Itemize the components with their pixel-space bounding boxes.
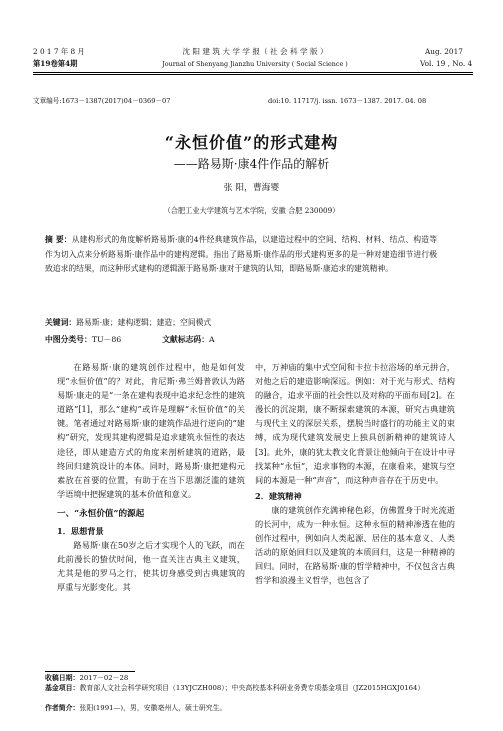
author-bio-label: 作者简介： bbox=[45, 704, 80, 712]
doc-code-label: 文献标志码： bbox=[162, 335, 210, 344]
subheading-2: 2．建筑精神 bbox=[255, 490, 302, 501]
fund-label: 基金项目： bbox=[45, 684, 80, 692]
keywords bbox=[45, 317, 437, 329]
keywords-label: 关键词： bbox=[45, 318, 77, 327]
abstract-label: 摘 要： bbox=[45, 235, 72, 244]
subheading-1: 1．思想背景 bbox=[57, 526, 104, 537]
intro-paragraph: 在路易斯·康的建筑创作过程中，他是如何发现“永恒价值”的？对此，肯尼斯·弗兰姆普敦认为路易斯·康走的是“一条在建构表现中追求纪念性的建筑道路”[1]，那么“建构”或许是理解“永恒价值”的关键。笔者通过对路易斯·康的建筑作品进行逆向的“建构”研究，发现其建构逻辑是追求建筑永恒性的表达途径，即从建造方式的角度来剖析建筑的道路，最终回归建筑设计的本体。同时，路易斯·康把建构元素放在首要的位置，有助于在当下思潮泛滥的建筑学语境中把握建筑的基本价值和意义。 bbox=[57, 362, 245, 499]
affiliation: （合肥工业大学建筑与艺术学院，安徽 合肥 230009） bbox=[163, 206, 340, 215]
keywords-text: 路易斯·康；建构逻辑；建造；空间模式 bbox=[76, 318, 212, 327]
footnote-rule bbox=[45, 671, 135, 672]
left-column bbox=[57, 360, 245, 595]
journal-title-cn: 沈 阳 建 筑 大 学 学 报（ 社 会 科 学 版 ） bbox=[182, 47, 328, 56]
received-date: 2017－02－28 bbox=[79, 674, 129, 682]
header-rule bbox=[33, 72, 473, 73]
section-heading-1: 一、“永恒价值”的源起 bbox=[57, 508, 145, 519]
footnote-author bbox=[45, 703, 465, 713]
doc-code: A bbox=[209, 335, 215, 344]
volume-issue-en: Vol. 19 , No. 4 bbox=[420, 59, 473, 68]
issue-date: 2 0 1 7 年 8 月 bbox=[33, 47, 85, 56]
article-number: 文章编号:1673－1387(2017)04－0369－07 bbox=[33, 97, 171, 105]
right-paragraph-2: 康的建筑创作充满神秘色彩，仿佛置身于时光流逝的长河中，成为一种永恒。这种永恒的精神渗透在他的创作过程中，例如向人类起源、居住的基本意义、人类活动的原始回归以及建筑的本质回归，这是一种精神的回归。同时，在路易斯·康的哲学精神中，不仅包含古典哲学和浪漫主义哲学，也包含了 bbox=[255, 504, 455, 586]
article-subtitle: ——路易斯·康4件作品的解析 bbox=[173, 157, 330, 171]
author-bio: 张阳(1991—)，男，安徽亳州人，硕士研究生。 bbox=[79, 704, 227, 712]
footnote-received bbox=[45, 673, 465, 683]
received-label: 收稿日期： bbox=[45, 674, 80, 682]
header-rule-2 bbox=[33, 74, 473, 75]
right-column bbox=[255, 360, 455, 588]
issue-date-en: Aug. 2017 bbox=[425, 47, 463, 56]
paragraph-1: 路易斯·康在50岁之后才实现个人的飞跃，而在此前漫长的蛰伏时间，他一直关注古典主义建筑，尤其是他的罗马之行，使其切身感受到古典建筑的厚重与光影变化。其 bbox=[57, 540, 245, 593]
journal-title-en: Journal of Shenyang Jianzhu University ( Social Science ) bbox=[162, 60, 348, 68]
footnote-fund bbox=[45, 683, 465, 693]
volume-issue: 第19卷第4期 bbox=[33, 59, 78, 68]
right-paragraph-1: 中，万神庙的集中式空间和卡拉卡拉浴场的单元拼合，对他之后的建造影响深远。例如：对于光与形式、结构的融合，追求平面的社会性以及对称的平面布局[2]。在漫长的沉淀期，康不断探索建筑的本源，研究古典建筑与现代主义的深层关系，摆脱当时盛行的功能主义的束缚，成为现代建筑发展史上独具创新精神的建筑诗人[3]。此外，康的犹太教文化背景让他倾向于在设计中寻找某种“永恒”，追求事物的本源，在康看来，建筑与空间的本源是一种“声音”，而这种声音存在于历史中。 bbox=[255, 362, 455, 485]
doi: doi:10. 11717/j. issn. 1673－1387. 2017. 04. 08 bbox=[268, 97, 427, 105]
abstract bbox=[45, 233, 437, 277]
clc-label: 中图分类号： bbox=[45, 335, 92, 344]
article-title: “永恒价值”的形式建构 bbox=[164, 133, 339, 152]
classification bbox=[45, 334, 437, 346]
fund-text: 教育部人文社会科学研究项目（13YJCZH008）；中央高校基本科研业务费专项基金项目（JZ2015HGXJ0164） bbox=[79, 684, 425, 692]
clc-number: TU－86 bbox=[91, 335, 122, 344]
abstract-text: 从建构形式的角度解析路易斯·康的4件经典建筑作品，以建造过程中的空间、结构、材料、结点、构造等作为切入点来分析路易斯·康作品中的建构逻辑。指出了路易斯·康作品的形式建构更多的是一种对建造细节进行极致追求的结果，而这种形式建构的逻辑源于路易斯·康对于建筑的认知，即路易斯·康追求的建筑精神。 bbox=[45, 235, 437, 273]
authors: 张 阳，曹海婴 bbox=[223, 183, 280, 193]
